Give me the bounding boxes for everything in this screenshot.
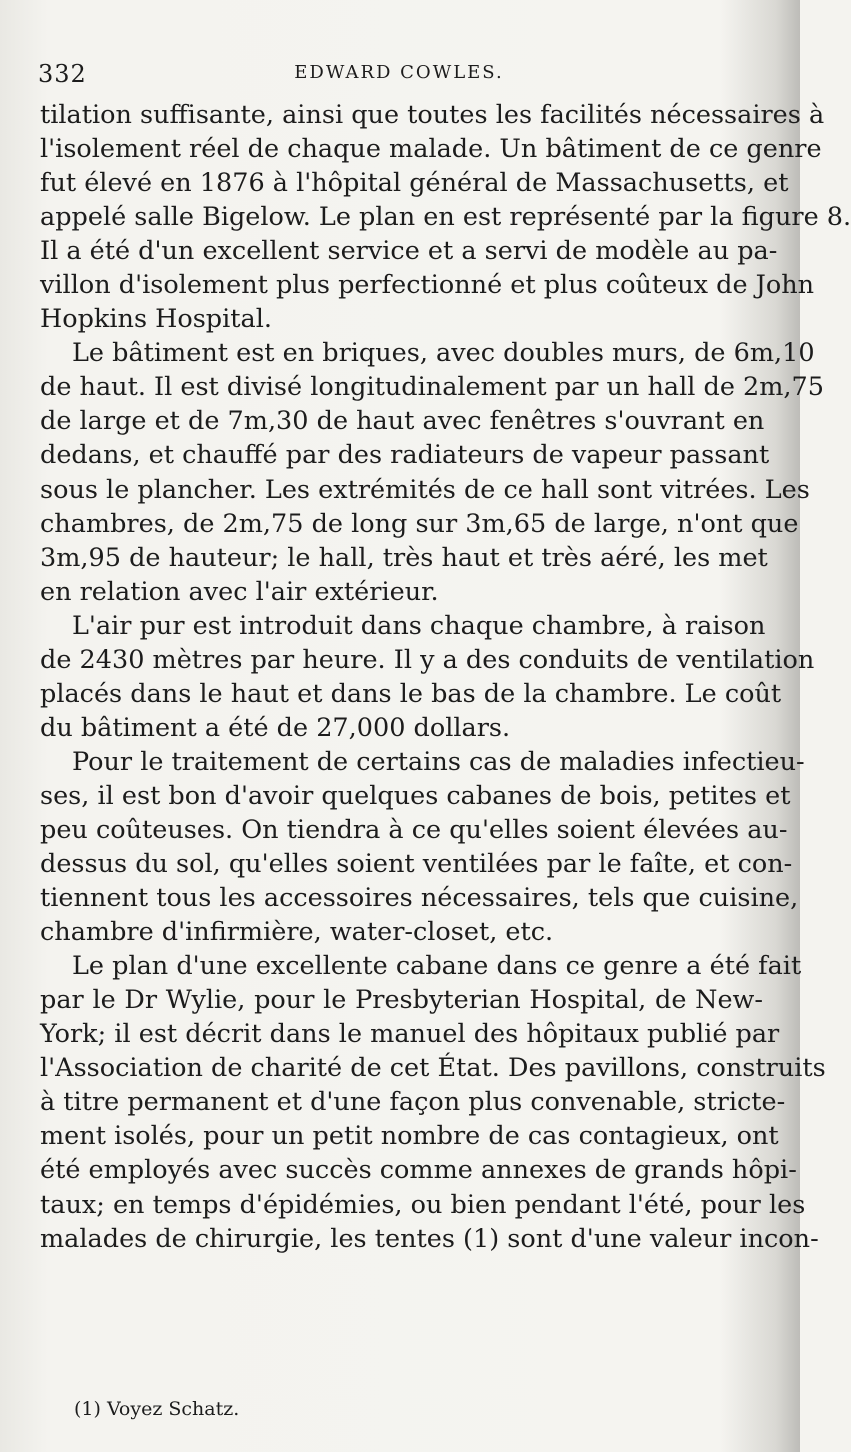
text-line: dedans, et chauffé par des radiateurs de vapeur passant [40, 440, 770, 471]
text-line: chambre d'infirmière, water-closet, etc. [40, 917, 554, 948]
text-line: placés dans le haut et dans le bas de la chambre. Le coût [40, 678, 782, 709]
text-line: L'air pur est introduit dans chaque chambre, à raison [72, 610, 766, 641]
running-head: EDWARD COWLES. [294, 62, 504, 83]
text-line: ment isolés, pour un petit nombre de cas contagieux, ont [40, 1121, 779, 1152]
text-line: peu coûteuses. On tiendra à ce qu'elles soient élevées au- [40, 814, 788, 845]
footnote: (1) Voyez Schatz. [74, 1398, 240, 1420]
text-line: de 2430 mètres par heure. Il y a des conduits de ventilation [40, 644, 815, 675]
page-number: 332 [38, 60, 87, 88]
text-line: dessus du sol, qu'elles soient ventilées par le faîte, et con- [40, 849, 793, 880]
text-line: l'Association de charité de cet État. Des pavillons, construits [40, 1053, 826, 1084]
text-line: à titre permanent et d'une façon plus convenable, stricte- [40, 1087, 786, 1118]
page-header [38, 60, 760, 90]
text-line: Le plan d'une excellente cabane dans ce genre a été fait [72, 951, 802, 982]
text-line: York; il est décrit dans le manuel des hôpitaux publié par [40, 1019, 780, 1050]
text-line: fut élevé en 1876 à l'hôpital général de Massachusetts, et [40, 168, 789, 199]
body-text [40, 98, 851, 1256]
text-line: Pour le traitement de certains cas de maladies infectieu- [72, 746, 805, 777]
text-line: appelé salle Bigelow. Le plan en est représenté par la figure 8. [40, 202, 851, 233]
text-line: par le Dr Wylie, pour le Presbyterian Hospital, de New- [40, 985, 763, 1016]
text-line: ses, il est bon d'avoir quelques cabanes de bois, petites et [40, 780, 791, 811]
text-line: taux; en temps d'épidémies, ou bien pendant l'été, pour les [40, 1189, 806, 1220]
text-line: en relation avec l'air extérieur. [40, 576, 439, 607]
text-line: de haut. Il est divisé longitudinalement par un hall de 2m,75 [40, 372, 824, 403]
text-line: été employés avec succès comme annexes de grands hôpi- [40, 1155, 797, 1186]
text-line: du bâtiment a été de 27,000 dollars. [40, 712, 511, 743]
text-line: chambres, de 2m,75 de long sur 3m,65 de large, n'ont que [40, 508, 799, 539]
text-line: Hopkins Hospital. [40, 304, 273, 335]
text-line: l'isolement réel de chaque malade. Un bâtiment de ce genre [40, 134, 822, 165]
text-line: sous le plancher. Les extrémités de ce hall sont vitrées. Les [40, 474, 810, 505]
text-line: Il a été d'un excellent service et a servi de modèle au pa- [40, 236, 778, 267]
text-line: de large et de 7m,30 de haut avec fenêtres s'ouvrant en [40, 406, 765, 437]
text-line: tiennent tous les accessoires nécessaires, tels que cuisine, [40, 883, 799, 914]
text-line: Le bâtiment est en briques, avec doubles murs, de 6m,10 [72, 338, 815, 369]
text-line: 3m,95 de hauteur; le hall, très haut et très aéré, les met [40, 542, 768, 573]
text-line: villon d'isolement plus perfectionné et plus coûteux de John [40, 270, 815, 301]
text-line: malades de chirurgie, les tentes (1) sont d'une valeur incon- [40, 1223, 819, 1254]
text-line: tilation suffisante, ainsi que toutes les facilités nécessaires à [40, 100, 825, 130]
